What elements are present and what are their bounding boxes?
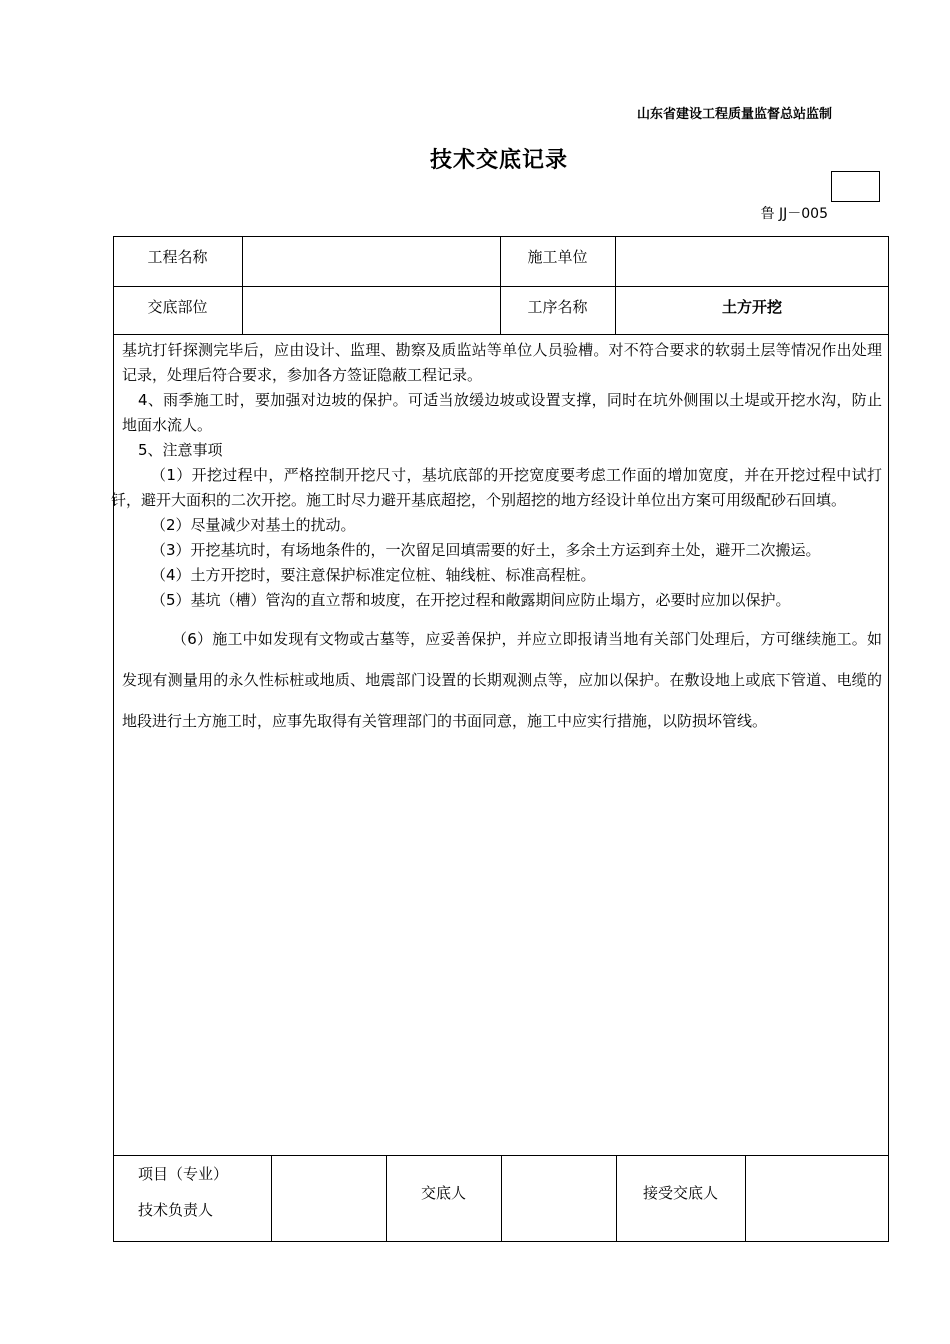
tech-lead-signature[interactable] [271, 1155, 386, 1242]
discloser-signature[interactable] [501, 1155, 616, 1242]
tech-lead-label-line1: 项目（专业） [138, 1165, 229, 1183]
project-name-label: 工程名称 [147, 247, 208, 266]
location-label: 交底部位 [147, 297, 208, 316]
content-paragraph-2: 4、雨季施工时，要加强对边坡的保护。可适当放缓边坡或设置支撑，同时在坑外侧围以土堤或开挖水沟，防止地面水流人。 [122, 391, 882, 434]
discloser-label: 交底人 [420, 1183, 466, 1202]
contractor-label: 施工单位 [527, 247, 588, 266]
record-number-box[interactable] [831, 171, 880, 202]
row-divider-2 [113, 334, 889, 335]
issuer-text: 山东省建设工程质量监督总站监制 [636, 107, 832, 122]
receiver-signature[interactable] [745, 1155, 889, 1242]
tech-lead-label-line2: 技术负责人 [138, 1201, 214, 1219]
project-name-field[interactable] [242, 236, 500, 286]
process-value[interactable]: 土方开挖 [721, 297, 782, 316]
disclosure-content [111, 338, 882, 742]
process-label: 工序名称 [527, 297, 588, 316]
tech-lead-label [138, 1156, 268, 1228]
contractor-field[interactable] [615, 236, 889, 286]
content-paragraph-4: （1）开挖过程中，严格控制开挖尺寸，基坑底部的开挖宽度要考虑工作面的增加宽度，并在开挖过程中试打钎，避开大面积的二次开挖。施工时尽力避开基底超挖，个别超挖的地方经设计单位出方案可用级配砂石回填。 [111, 466, 882, 509]
form-code: 鲁 JJ－005 [760, 206, 828, 222]
receiver-label: 接受交底人 [642, 1183, 718, 1202]
location-field[interactable] [242, 286, 500, 334]
content-paragraph-3: 5、注意事项 [138, 441, 223, 459]
content-paragraph-6: （3）开挖基坑时，有场地条件的，一次留足回填需要的好土，多余土方运到弃土处，避开二次搬运。 [151, 541, 821, 559]
content-paragraph-7: （4）土方开挖时，要注意保护标准定位桩、轴线桩、标准高程桩。 [151, 566, 596, 584]
content-paragraph-5: （2）尽量减少对基土的扰动。 [151, 516, 356, 534]
content-paragraph-9: （6）施工中如发现有文物或古墓等，应妥善保护，并应立即报请当地有关部门处理后，方可继续施工。如发现有测量用的永久性标桩或地质、地震部门设置的长期观测点等，应加以保护。在敷设地上或底下管道、电缆的地段进行土方施工时，应事先取得有关管理部门的书面同意，施工中应实行措施，以防损坏管线。 [122, 630, 882, 730]
content-paragraph-1: 基坑打钎探测完毕后，应由设计、监理、勘察及质监站等单位人员验槽。对不符合要求的软弱土层等情况作出处理记录，处理后符合要求，参加各方签证隐蔽工程记录。 [122, 341, 882, 384]
document-title: 技术交底记录 [429, 148, 568, 173]
content-paragraph-8: （5）基坑（槽）管沟的直立帮和坡度，在开挖过程和敞露期间应防止塌方，必要时应加以保护。 [151, 591, 791, 609]
